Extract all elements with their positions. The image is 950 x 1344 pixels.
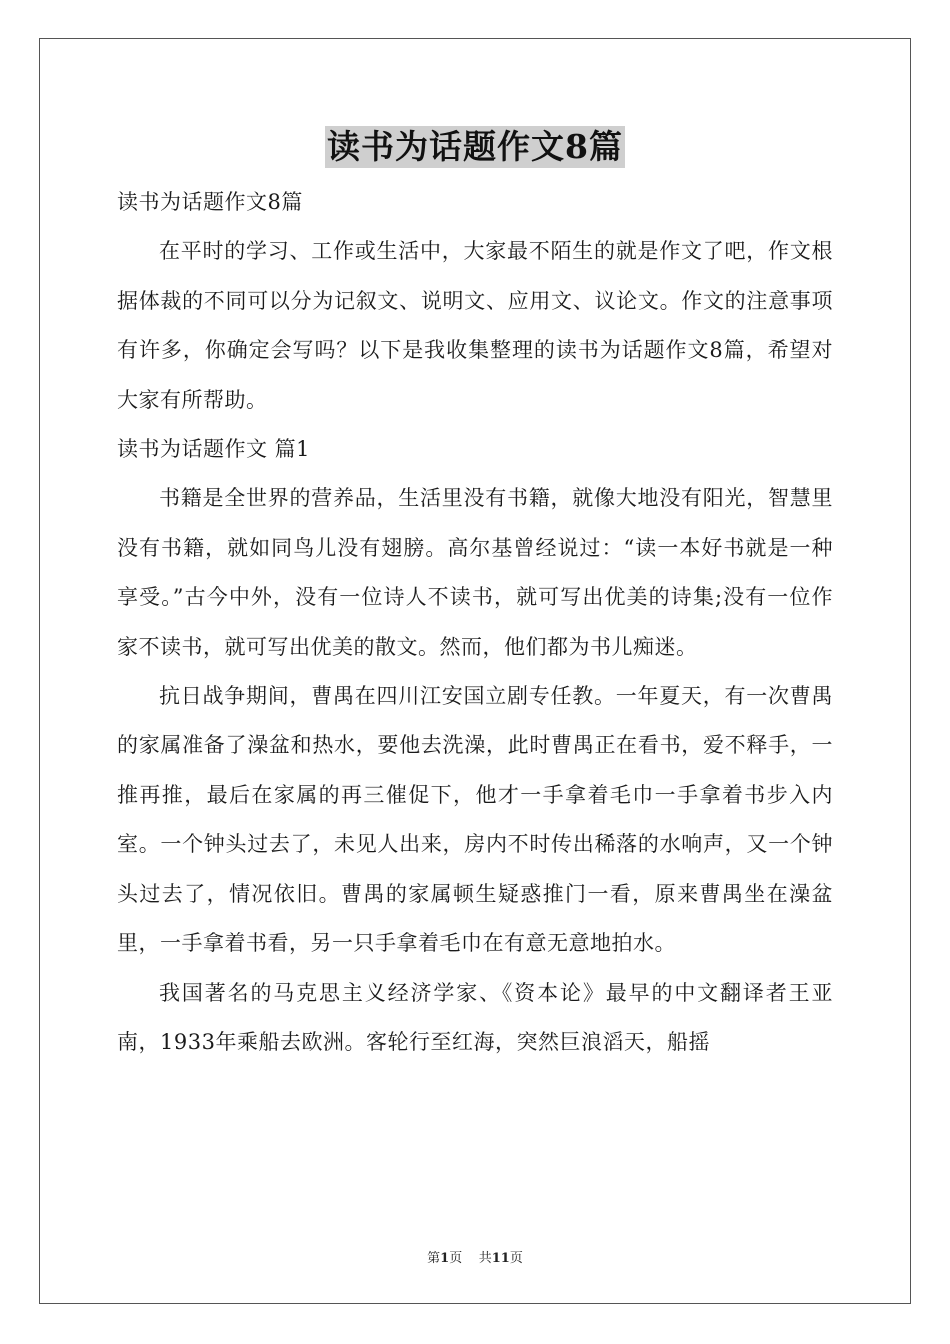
body-paragraph: 抗日战争期间，曹禺在四川江安国立剧专任教。一年夏天，有一次曹禺的家属准备了澡盆和热水，要他去洗澡，此时曹禺正在看书，爱不释手，一推再推，最后在家属的再三催促下，他才一手拿着毛巾一手拿着书步入内室。一个钟头过去了，未见人出来，房内不时传出稀落的水响声，又一个钟头过去了，情况依旧。曹禺的家属顿生疑惑推门一看，原来曹禺坐在澡盆里，一手拿着书看，另一只手拿着毛巾在有意无意地拍水。 [117, 684, 833, 956]
total-prefix: 共 [478, 1251, 492, 1266]
document-body [117, 178, 833, 1067]
page-suffix: 页 [449, 1251, 463, 1266]
intro-paragraph: 在平时的学习、工作或生活中，大家最不陌生的就是作文了吧，作文根据体裁的不同可以分为记叙文、说明文、应用文、议论文。作文的注意事项有许多，你确定会写吗？以下是我收集整理的读书为话题作文8篇，希望对大家有所帮助。 [117, 239, 833, 412]
page-footer [0, 1247, 950, 1266]
page-prefix: 第 [427, 1251, 441, 1266]
section-heading: 读书为话题作文 篇1 [117, 437, 311, 462]
total-pages: 11 [491, 1251, 510, 1266]
title-container [0, 126, 950, 168]
document-subtitle: 读书为话题作文8篇 [117, 190, 303, 214]
page-number: 1 [440, 1251, 450, 1266]
total-suffix: 页 [509, 1251, 523, 1266]
document-title: 读书为话题作文8篇 [327, 127, 623, 166]
body-paragraph: 我国著名的马克思主义经济学家、《资本论》最早的中文翻译者王亚南，1933年乘船去欧洲。客轮行至红海，突然巨浪滔天，船摇 [117, 980, 833, 1054]
body-paragraph: 书籍是全世界的营养品，生活里没有书籍，就像大地没有阳光，智慧里没有书籍，就如同鸟儿没有翅膀。高尔基曾经说过：“读一本好书就是一种享受。”古今中外，没有一位诗人不读书，就可写出优美的诗集;没有一位作家不读书，就可写出优美的散文。然而，他们都为书儿痴迷。 [117, 486, 833, 659]
